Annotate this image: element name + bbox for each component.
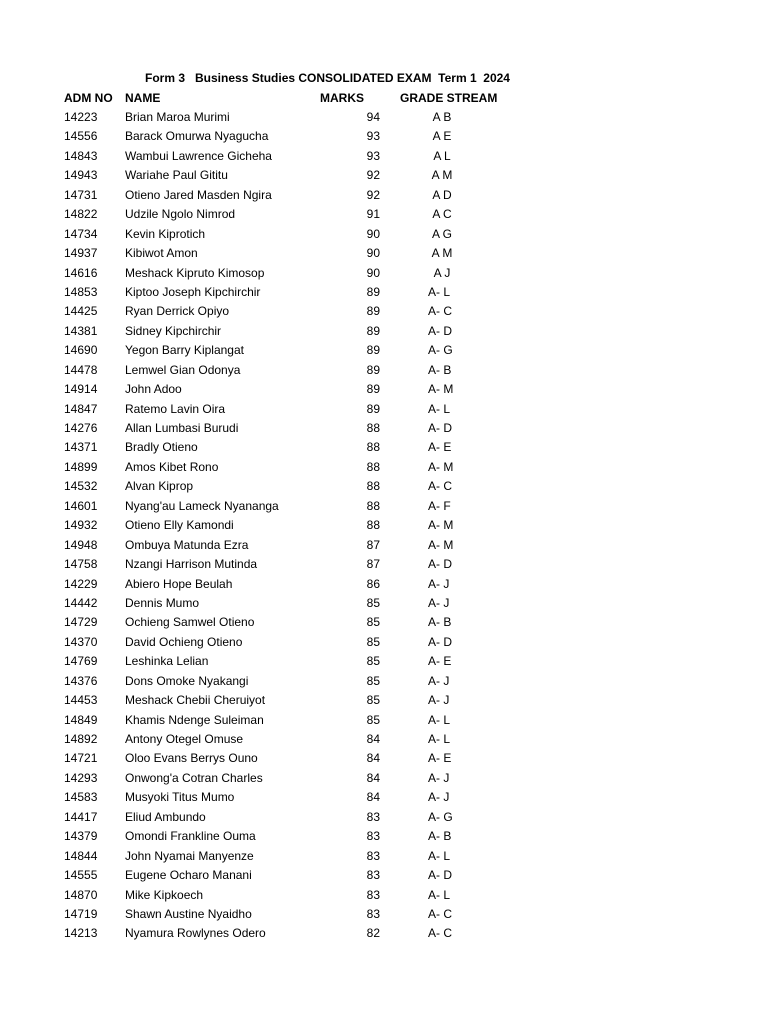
table-row — [0, 555, 768, 574]
table-row — [0, 691, 768, 710]
grade-stream-cell: A L — [433, 148, 451, 163]
adm-no-cell: 14729 — [64, 615, 98, 630]
grade-stream-cell: A- M — [428, 537, 454, 552]
marks-cell: 90 — [366, 226, 380, 241]
marks-cell: 86 — [366, 576, 380, 591]
grade-stream-cell: A B — [432, 110, 452, 124]
grade-stream-cell: A D — [432, 187, 452, 202]
adm-no-cell: 14948 — [64, 537, 98, 552]
grade-stream-cell: A- J — [428, 790, 450, 805]
name-cell: Kibiwot Amon — [125, 246, 198, 261]
marks-cell: 87 — [366, 537, 380, 552]
marks-cell: 84 — [366, 770, 380, 785]
adm-no-cell: 14229 — [64, 576, 98, 591]
grade-stream-cell: A- M — [428, 518, 454, 533]
adm-no-cell: 14583 — [64, 790, 98, 805]
marks-cell: 85 — [366, 634, 380, 649]
table-row — [0, 341, 768, 360]
table-row — [0, 613, 768, 632]
marks-cell: 89 — [366, 362, 380, 377]
name-cell: Eugene Ocharo Manani — [125, 868, 252, 883]
name-cell: Abiero Hope Beulah — [125, 576, 233, 591]
grade-stream-cell: A- C — [428, 906, 452, 921]
name-cell: Wariahe Paul Gititu — [125, 168, 228, 183]
adm-no-cell: 14379 — [64, 829, 98, 844]
table-row — [0, 847, 768, 866]
adm-no-cell: 14758 — [64, 557, 98, 572]
adm-no-cell: 14853 — [64, 284, 98, 299]
name-cell: Meshack Kipruto Kimosop — [125, 265, 265, 280]
adm-no-cell: 14844 — [64, 848, 98, 863]
table-row — [0, 166, 768, 185]
grade-stream-cell: A G — [431, 226, 452, 241]
marks-cell: 84 — [366, 732, 380, 746]
adm-no-cell: 14843 — [64, 148, 98, 163]
grade-stream-cell: A- L — [428, 284, 451, 299]
name-cell: David Ochieng Otieno — [125, 634, 243, 649]
grade-stream-cell: A- C — [428, 479, 452, 494]
table-row — [0, 769, 768, 788]
table-row — [0, 711, 768, 730]
marks-cell: 88 — [366, 498, 380, 513]
grade-stream-cell: A- C — [428, 926, 452, 941]
marks-cell: 89 — [366, 323, 380, 338]
column-header-grade-stream: GRADE STREAM — [400, 91, 498, 105]
adm-no-cell: 14453 — [64, 693, 98, 708]
adm-no-cell: 14690 — [64, 343, 98, 358]
name-cell: Nzangi Harrison Mutinda — [125, 557, 258, 572]
marks-cell: 85 — [366, 595, 380, 610]
marks-cell: 89 — [366, 304, 380, 319]
column-header-name: NAME — [125, 91, 161, 105]
adm-no-cell: 14721 — [64, 751, 98, 766]
marks-cell: 93 — [366, 129, 380, 144]
table-row — [0, 127, 768, 146]
grade-stream-cell: A- L — [428, 401, 451, 416]
table-row — [0, 827, 768, 846]
adm-no-cell: 14376 — [64, 673, 98, 688]
grade-stream-cell: A- G — [428, 809, 453, 824]
adm-no-cell: 14370 — [64, 634, 98, 649]
grade-stream-cell: A- M — [428, 459, 454, 474]
name-cell: Nyamura Rowlynes Odero — [125, 926, 266, 941]
adm-no-cell: 14937 — [64, 246, 98, 261]
marks-cell: 93 — [366, 148, 380, 163]
marks-cell: 92 — [366, 187, 380, 202]
table-row — [0, 497, 768, 516]
name-cell: Nyang'au Lameck Nyananga — [125, 498, 279, 513]
column-header-adm-no: ADM NO — [64, 91, 113, 105]
name-cell: Ratemo Lavin Oira — [125, 401, 226, 416]
name-cell: Onwong'a Cotran Charles — [125, 770, 263, 785]
table-row — [0, 147, 768, 166]
table-row — [0, 380, 768, 399]
name-cell: John Adoo — [125, 382, 182, 397]
marks-cell: 88 — [366, 440, 380, 455]
document-title: Form 3 Business Studies CONSOLIDATED EXAM Term 1 2024 — [145, 71, 510, 85]
adm-no-cell: 14276 — [64, 421, 98, 435]
column-header-marks: MARKS — [320, 91, 364, 105]
name-cell: Musyoki Titus Mumo — [125, 790, 235, 805]
table-row — [0, 594, 768, 613]
grade-stream-cell: A C — [432, 207, 452, 222]
table-row — [0, 205, 768, 224]
marks-cell: 89 — [366, 284, 380, 299]
grade-stream-cell: A- M — [428, 382, 454, 397]
grade-stream-cell: A- D — [428, 634, 452, 649]
adm-no-cell: 14731 — [64, 187, 98, 202]
name-cell: Eliud Ambundo — [125, 809, 206, 824]
grade-stream-cell: A- J — [428, 770, 450, 785]
table-row — [0, 108, 768, 127]
name-cell: Barack Omurwa Nyagucha — [125, 129, 269, 144]
name-cell: Ombuya Matunda Ezra — [125, 537, 249, 552]
name-cell: Lemwel Gian Odonya — [125, 362, 241, 377]
adm-no-cell: 14914 — [64, 382, 98, 397]
adm-no-cell: 14425 — [64, 304, 98, 319]
marks-cell: 85 — [366, 654, 380, 669]
table-row — [0, 225, 768, 244]
table-row — [0, 905, 768, 924]
adm-no-cell: 14870 — [64, 887, 98, 902]
marks-cell: 85 — [366, 693, 380, 708]
name-cell: Meshack Chebii Cheruiyot — [125, 693, 266, 708]
grade-stream-cell: A- L — [428, 887, 451, 902]
name-cell: Udzile Ngolo Nimrod — [125, 207, 236, 222]
marks-cell: 88 — [366, 479, 380, 494]
name-cell: Khamis Ndenge Suleiman — [125, 712, 264, 727]
grade-stream-cell: A- D — [428, 421, 452, 435]
grade-stream-cell: A M — [431, 246, 453, 261]
grade-stream-cell: A- J — [428, 693, 450, 708]
table-row — [0, 458, 768, 477]
grade-stream-cell: A- F — [428, 498, 451, 513]
marks-cell: 90 — [366, 246, 380, 261]
grade-stream-cell: A- L — [428, 712, 451, 727]
grade-stream-cell: A E — [432, 129, 452, 144]
grade-stream-cell: A- D — [428, 323, 452, 338]
grade-stream-cell: A- J — [428, 576, 450, 591]
marks-cell: 88 — [366, 518, 380, 533]
name-cell: Oloo Evans Berrys Ouno — [125, 751, 258, 766]
table-row — [0, 419, 768, 438]
table-row — [0, 438, 768, 457]
name-cell: Yegon Barry Kiplangat — [125, 343, 244, 358]
grade-stream-cell: A- L — [428, 848, 451, 863]
marks-cell: 89 — [366, 401, 380, 416]
name-cell: Otieno Elly Kamondi — [125, 518, 234, 533]
name-cell: Wambui Lawrence Gicheha — [125, 148, 272, 163]
marks-cell: 88 — [366, 421, 380, 435]
table-row — [0, 302, 768, 321]
adm-no-cell: 14442 — [64, 595, 98, 610]
table-row — [0, 788, 768, 807]
adm-no-cell: 14293 — [64, 770, 98, 785]
marks-cell: 84 — [366, 790, 380, 805]
grade-stream-cell: A- J — [428, 673, 450, 688]
adm-no-cell: 14847 — [64, 401, 98, 416]
name-cell: Dons Omoke Nyakangi — [125, 673, 249, 688]
name-cell: Sidney Kipchirchir — [125, 323, 222, 338]
adm-no-cell: 14932 — [64, 518, 98, 533]
grade-stream-cell: A- D — [428, 557, 452, 572]
grade-stream-cell: A- J — [428, 595, 450, 610]
name-cell: Omondi Frankline Ouma — [125, 829, 256, 844]
grade-stream-cell: A- B — [428, 829, 452, 844]
name-cell: Leshinka Lelian — [125, 654, 209, 669]
table-row — [0, 866, 768, 885]
table-row — [0, 400, 768, 419]
grade-stream-cell: A- E — [428, 440, 452, 455]
table-row — [0, 924, 768, 943]
adm-no-cell: 14943 — [64, 168, 98, 183]
grade-stream-cell: A- B — [428, 362, 452, 377]
adm-no-cell: 14899 — [64, 459, 98, 474]
grade-stream-cell: A- G — [428, 343, 453, 358]
adm-no-cell: 14849 — [64, 712, 98, 727]
table-row — [0, 283, 768, 302]
marks-cell: 85 — [366, 615, 380, 630]
table-row — [0, 516, 768, 535]
adm-no-cell: 14734 — [64, 226, 98, 241]
grade-stream-cell: A- E — [428, 654, 452, 669]
marks-cell: 82 — [366, 926, 380, 941]
name-cell: Mike Kipkoech — [125, 887, 204, 902]
table-row — [0, 536, 768, 555]
marks-cell: 89 — [366, 343, 380, 358]
adm-no-cell: 14417 — [64, 809, 98, 824]
adm-no-cell: 14478 — [64, 362, 98, 377]
grade-stream-cell: A- D — [428, 868, 452, 883]
adm-no-cell: 14532 — [64, 479, 98, 494]
grade-stream-cell: A- B — [428, 615, 452, 630]
name-cell: Kiptoo Joseph Kipchirchir — [125, 284, 261, 299]
table-row — [0, 652, 768, 671]
marks-cell: 85 — [366, 712, 380, 727]
table-row — [0, 672, 768, 691]
marks-cell: 83 — [366, 829, 380, 844]
marks-cell: 83 — [366, 868, 380, 883]
table-row — [0, 264, 768, 283]
table-row — [0, 575, 768, 594]
grade-stream-cell: A M — [431, 168, 453, 183]
marks-cell: 84 — [366, 751, 380, 766]
marks-cell: 83 — [366, 848, 380, 863]
marks-cell: 83 — [366, 887, 380, 902]
adm-no-cell: 14381 — [64, 323, 98, 338]
marks-cell: 91 — [366, 207, 380, 222]
name-cell: Otieno Jared Masden Ngira — [125, 187, 272, 202]
table-row — [0, 749, 768, 768]
table-row — [0, 633, 768, 652]
name-cell: Ochieng Samwel Otieno — [125, 615, 255, 630]
adm-no-cell: 14556 — [64, 129, 98, 144]
name-cell: Antony Otegel Omuse — [125, 732, 244, 746]
marks-cell: 87 — [366, 557, 380, 572]
table-row — [0, 244, 768, 263]
name-cell: Bradly Otieno — [125, 440, 198, 455]
name-cell: Amos Kibet Rono — [125, 459, 219, 474]
table-row — [0, 730, 768, 749]
table-row — [0, 361, 768, 380]
adm-no-cell: 14822 — [64, 207, 98, 222]
adm-no-cell: 14719 — [64, 906, 98, 921]
marks-cell: 89 — [366, 382, 380, 397]
marks-cell: 83 — [366, 809, 380, 824]
name-cell: Allan Lumbasi Burudi — [125, 421, 239, 435]
marks-cell: 85 — [366, 673, 380, 688]
name-cell: Ryan Derrick Opiyo — [125, 304, 230, 319]
results-table — [0, 108, 768, 944]
marks-cell: 90 — [366, 265, 380, 280]
adm-no-cell: 14213 — [64, 926, 98, 941]
table-row — [0, 322, 768, 341]
table-row — [0, 477, 768, 496]
name-cell: Kevin Kiprotich — [125, 226, 206, 241]
name-cell: Alvan Kiprop — [125, 479, 194, 494]
adm-no-cell: 14769 — [64, 654, 98, 669]
adm-no-cell: 14601 — [64, 498, 98, 513]
adm-no-cell: 14371 — [64, 440, 98, 455]
adm-no-cell: 14616 — [64, 265, 98, 280]
table-row — [0, 808, 768, 827]
grade-stream-cell: A- L — [428, 732, 451, 746]
table-row — [0, 186, 768, 205]
marks-cell: 94 — [366, 110, 380, 124]
adm-no-cell: 14892 — [64, 732, 98, 746]
grade-stream-cell: A J — [433, 265, 451, 280]
grade-stream-cell: A- E — [428, 751, 452, 766]
marks-cell: 83 — [366, 906, 380, 921]
marks-cell: 88 — [366, 459, 380, 474]
name-cell: Brian Maroa Murimi — [125, 110, 230, 124]
name-cell: Shawn Austine Nyaidho — [125, 906, 252, 921]
name-cell: John Nyamai Manyenze — [125, 848, 254, 863]
name-cell: Dennis Mumo — [125, 595, 200, 610]
adm-no-cell: 14223 — [64, 110, 98, 124]
table-row — [0, 886, 768, 905]
grade-stream-cell: A- C — [428, 304, 452, 319]
adm-no-cell: 14555 — [64, 868, 98, 883]
marks-cell: 92 — [366, 168, 380, 183]
